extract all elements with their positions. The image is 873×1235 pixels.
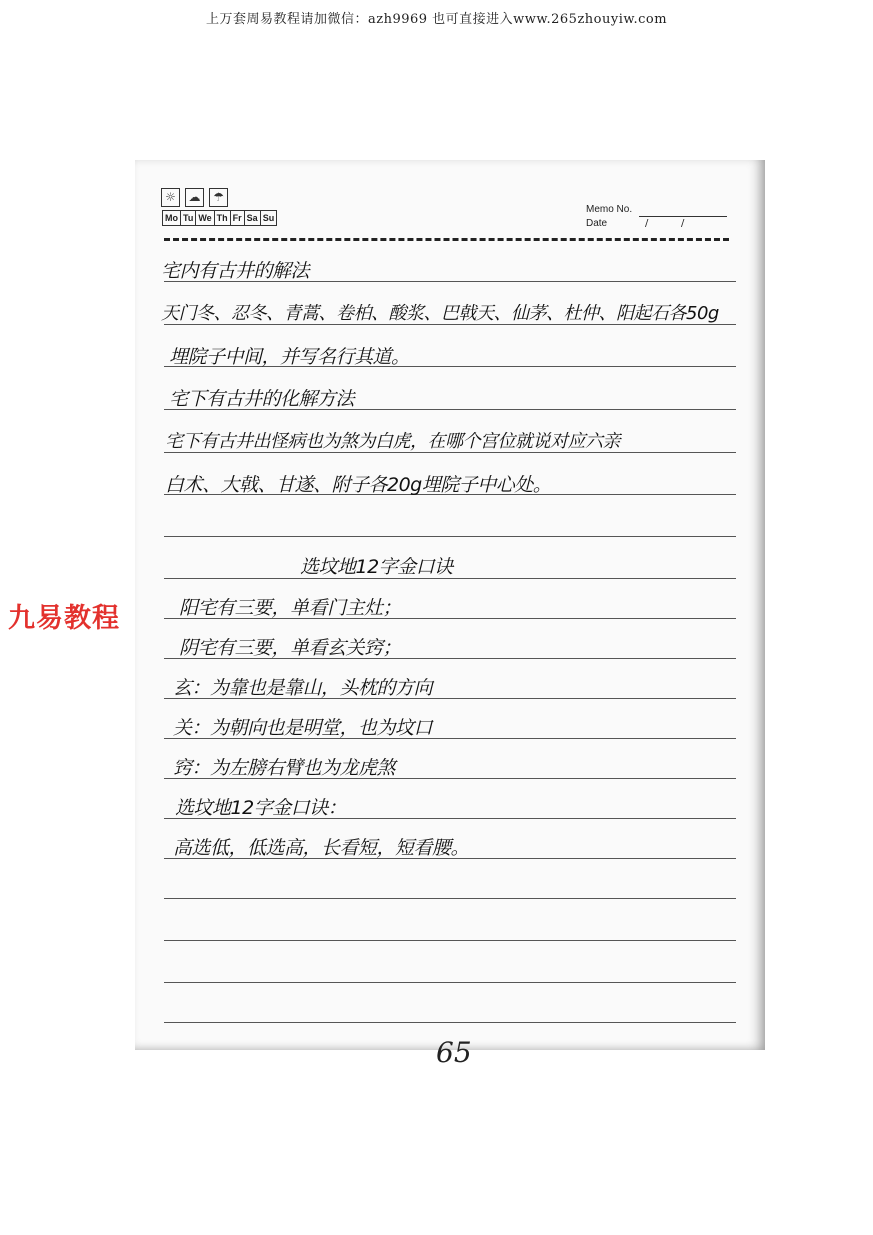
ruled-line [164,1022,736,1023]
ruled-line [164,536,736,537]
watermark-logo: 九易教程 [8,603,120,634]
day-box: Mo [162,210,181,226]
note-line: 白术、大戟、甘遂、附子各20g埋院子中心处。 [165,474,552,496]
weather-icons [161,188,228,207]
day-box: Fr [230,210,245,226]
ruled-line [164,982,736,983]
rain-icon: ☂ [209,188,228,207]
note-heading: 宅下有古井的化解方法 [169,388,355,410]
note-heading: 选坟地12字金口诀： [175,797,347,819]
day-box: Tu [180,210,196,226]
note-line: 阳宅有三要，单看门主灶； [179,597,402,619]
note-line: 窍：为左膀右臂也为龙虎煞 [173,757,396,779]
note-line: 天门冬、忍冬、青蒿、卷柏、酸浆、巴戟天、仙茅、杜仲、阳起石各50g [161,303,719,324]
note-line: 宅下有古井出怪病也为煞为白虎，在哪个宫位就说对应六亲 [165,431,620,452]
note-heading: 宅内有古井的解法 [161,260,310,282]
date-slash: / [681,218,685,229]
note-line: 关：为朝向也是明堂，也为坟口 [173,717,433,739]
ruled-line [164,940,736,941]
memo-page [135,160,765,1050]
day-box: We [195,210,214,226]
note-line: 高选低，低选高，长看短，短看腰。 [173,837,470,859]
date-label: Date [586,218,608,229]
day-box: Th [214,210,231,226]
cloud-icon: ☁ [185,188,204,207]
header-banner: 上万套周易教程请加微信：azh9969 也可直接进入www.265zhouyiw.com [205,12,668,27]
note-line: 埋院子中间，并写名行其道。 [169,346,410,368]
day-box: Su [260,210,278,226]
memo-no-label: Memo No. [586,204,633,215]
date-slash: / [645,218,649,229]
header-dash-divider [164,238,729,241]
page-number: 65 [436,1036,472,1069]
ruled-line [164,898,736,899]
memo-no-line [639,216,727,217]
note-line: 阴宅有三要，单看玄关窍； [179,637,402,659]
day-box: Sa [244,210,261,226]
note-heading: 选坟地12字金口诀 [300,556,453,578]
sun-icon: ☼ [161,188,180,207]
note-line: 玄：为靠也是靠山，头枕的方向 [173,677,433,699]
weekday-boxes [162,210,276,226]
